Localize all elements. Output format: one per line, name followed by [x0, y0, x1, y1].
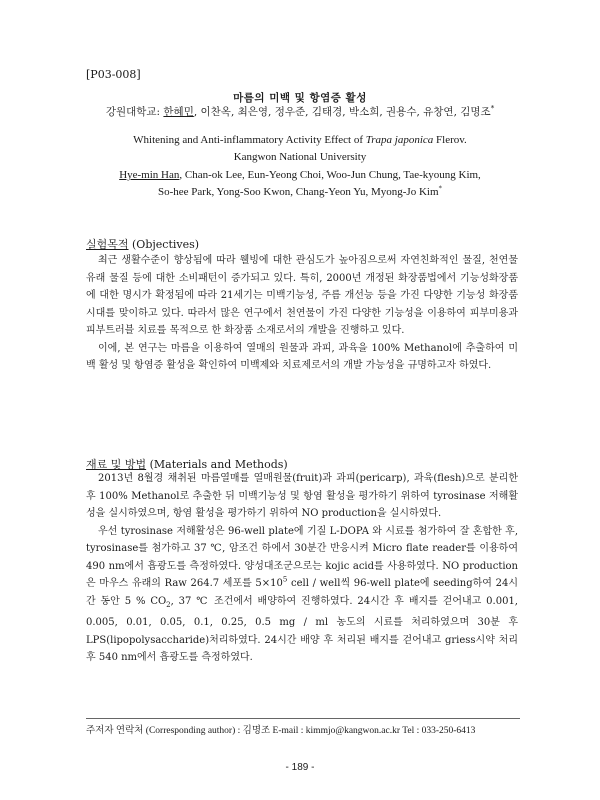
objectives-paragraph: 이에, 본 연구는 마름을 이용하여 열매의 원물과 과피, 과육을 100% Methanol에 추출하여 미백 활성 및 항염증 활성을 확인하여 미백제와 치료제로서의 개발 가능성을 규명하고자 하였다. — [86, 342, 518, 371]
title-english-suffix: Flerov. — [433, 134, 467, 146]
corresponding-author-footnote: 주저자 연락처 (Corresponding author) : 김명조 E-mail : kimmjo@kangwon.ac.kr Tel : 033-250-6413 — [86, 726, 476, 736]
affiliation-korean: 강원대학교: — [105, 106, 164, 118]
authors-korean — [0, 104, 600, 119]
objectives-heading — [86, 236, 199, 252]
objectives-heading-korean: 실험목적 — [86, 238, 129, 251]
subscript: 2 — [166, 600, 171, 609]
objectives-paragraph: 최근 생활수준이 향상됨에 따라 웰빙에 대한 관심도가 높아짐으로써 자연친화적인 물질, 천연물 유래 물질 등에 대한 소비패턴이 증가되고 있다. 특히, 2000년 개정된 화장품법에서 기능성화장품에 대한 명시가 확정됨에 따라 21세기는 미백기능성, 주름 개선능 등을 가진 다양한 기능성 화장품 시대를 맞이하고 있다. 따라서 많은 연구에서 천연물이 가진 다양한 기능성을 이용하여 피부미용과 피부트러블 치료를 목적으로 한 화장품 소재로서의 개발을 진행하고 있다. — [86, 255, 518, 336]
affiliation-english: Kangwon National University — [233, 151, 367, 163]
objectives-heading-english: (Objectives) — [128, 238, 200, 251]
methods-text: 우선 tyrosinase 저해활성은 96-well plate에 기질 L-DOPA 와 시료를 첨가하여 잘 혼합한 후, tyrosinase를 첨가하고 37 ℃, 암조건 하에서 30분간 반응시켜 Micro flate reader를 이용하여 490 nm에서 흡광도를 측정하였다. 양성대조군으로는 kojic acid를 사용하였다. NO production은 마우스 유래의 Raw 264.7 세포를 5×10 — [86, 525, 518, 589]
exponent: 5 — [282, 575, 288, 584]
methods-text: cell / well씩 96-well plate에 seeding하여 24시간 동안 5 % CO — [86, 578, 518, 607]
coauthors-english-line2: So-hee Park, Yong-Soo Kwon, Chang-Yeon Yu, Myong-Jo Kim — [157, 186, 439, 198]
first-author-korean: 한혜민 — [163, 106, 194, 118]
methods-body — [86, 470, 518, 667]
page-number: - 189 - — [285, 762, 315, 773]
methods-heading-korean: 재료 및 방법 — [86, 458, 147, 471]
methods-heading-english: (Materials and Methods) — [146, 458, 288, 471]
authors-english — [80, 167, 520, 201]
coauthors-english-line1: , Chan-ok Lee, Eun-Yeong Choi, Woo-Jun Chung, Tae-kyoung Kim, — [179, 169, 481, 181]
corresponding-mark-english: * — [438, 184, 443, 193]
species-name: Trapa japonica — [365, 134, 434, 146]
corresponding-mark-korean: * — [490, 104, 495, 113]
coauthors-korean: , 이찬옥, 최은영, 정우준, 김태경, 박소희, 권용수, 유창연, 김명조 — [193, 106, 491, 118]
footnote-divider — [86, 718, 520, 719]
objectives-body — [86, 252, 518, 375]
methods-paragraph: 2013년 8월경 채취된 마름열매를 열매원물(fruit)과 과피(pericarp), 과육(flesh)으로 분리한 후 100% Methanol로 추출한 뒤 미백기능성 및 항염 활성을 평가하기 위하여 tyrosinase 저해활성을 실시하였으며, 항염 활성을 평가하기 위하여 NO production을 실시하였다. — [86, 473, 518, 519]
title-korean: 마름의 미백 및 항염증 활성 — [233, 92, 367, 104]
title-english-text: Whitening and Anti-inflammatory Activity Effect of — [133, 134, 366, 146]
methods-paragraph — [86, 523, 518, 667]
first-author-english: Hye-min Han — [119, 169, 180, 181]
title-english — [0, 134, 600, 146]
methods-text: , 37 ℃ 조건에서 배양하여 진행하였다. 24시간 후 배지를 걷어내고 0.001, 0.005, 0.01, 0.05, 0.1, 0.25, 0.5 mg / ml 농도의 시료를 처리하였으며 30분 후 LPS(lipopolysaccharide)처리하였다. 24시간 배양 후 처리된 배지를 걷어내고 griess시약 처리 후 540 nm에서 흡광도를 측정하였다. — [86, 595, 518, 663]
abstract-code: [P03-008] — [86, 68, 141, 81]
